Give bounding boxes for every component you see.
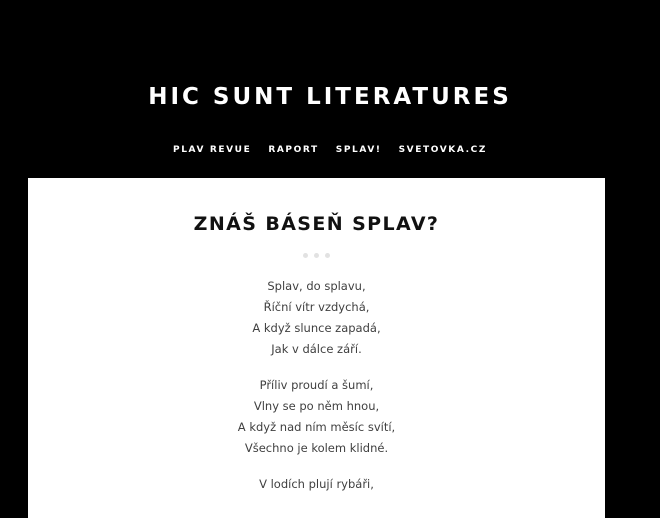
poem-body [28,276,605,510]
verse-line: Příliv proudí a šumí, [259,378,374,392]
verse-line: V lodích plují rybáři, [259,477,374,491]
separator-dot-icon [303,253,308,258]
verse-line: A když nad ním měsíc svítí, [237,420,396,434]
post-title: ZNÁŠ BÁSEŇ SPLAV? [193,213,440,235]
title-separator [28,253,605,258]
site-header [0,0,660,178]
verse-line: Vlny se po něm hnou, [253,399,380,413]
verse-line: Jak v dálce září. [271,342,362,356]
nav-link-raport[interactable]: RAPORT [268,145,319,155]
stanza [28,375,605,459]
stanza [28,276,605,360]
site-title[interactable]: HIC SUNT LITERATURES [148,84,512,110]
verse-line: Splav, do splavu, [267,279,366,293]
separator-dot-icon [314,253,319,258]
nav-link-svetovka[interactable]: SVETOVKA.CZ [398,145,487,155]
verse-line: Všechno je kolem klidné. [244,441,389,455]
nav-link-plav-revue[interactable]: PLAV REVUE [173,145,252,155]
main-nav [0,141,660,159]
stanza [28,474,605,495]
verse-line: Říční vítr vzdychá, [263,300,370,314]
nav-link-splav[interactable]: SPLAV! [335,145,382,155]
content-card [28,178,605,518]
verse-line: A když slunce zapadá, [252,321,381,335]
separator-dot-icon [325,253,330,258]
